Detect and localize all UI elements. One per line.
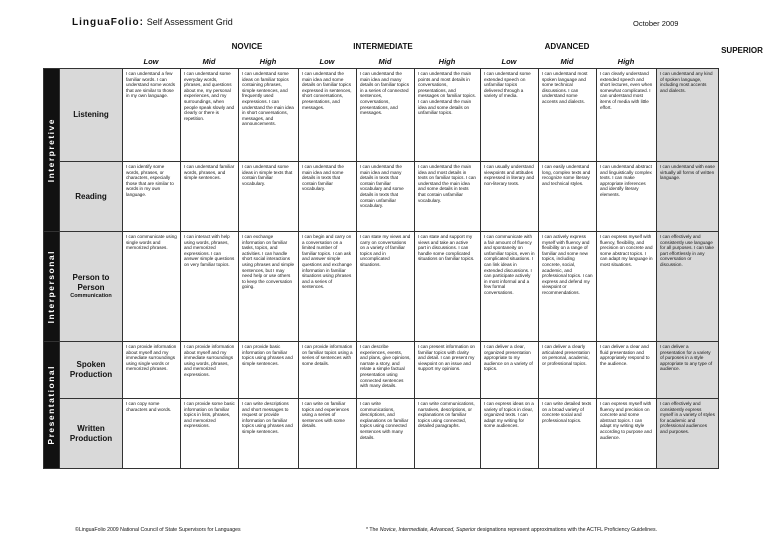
grid-cell: I can understand the main points and most details in conversations, presentations, and messages on familiar topics. I can understand the main idea and some details on unfamiliar topics.	[415, 69, 481, 162]
level-header: High	[617, 57, 635, 66]
grid-cell: I can express myself with fluency, flexibility, and precision on concrete and some abstract topics. I can adapt my language in most situations.	[597, 232, 657, 342]
skill-spoken-production: Spoken Production	[60, 342, 123, 399]
grid-cell: I can understand the main idea and many details in texts that contain familiar vocabulary and some details in texts that contain unfamiliar vocabulary.	[357, 162, 415, 232]
grid-cell: I can understand familiar words, phrases, and simple sentences.	[181, 162, 239, 232]
grid-cell: I can understand some ideas on familiar topics containing phrases, simple sentences, and frequently used expressions. I can understand the main idea in short conversations, messages, and announcements.	[239, 69, 299, 162]
level-header: Mid	[378, 57, 392, 66]
band-novice: NOVICE	[231, 42, 263, 51]
skill-person-to-person: Person to Person Communication	[60, 232, 123, 342]
table-row	[44, 162, 719, 232]
grid-cell: I can communicate using single words and memorized phrases.	[123, 232, 181, 342]
level-header: Low	[143, 57, 159, 66]
grid-cell-superior: I can deliver a presentation for a variety of purposes in a style appropriate to any type of audience.	[657, 342, 719, 399]
skill-subtitle: Communication	[70, 293, 112, 299]
grid-cell: I can deliver a clear and fluid presentation and appropriately respond to the audience.	[597, 342, 657, 399]
grid-cell: I can understand some everyday words, phrases, and questions about me, my personal experiences, and my surroundings, when people speak slowly and clearly or there is repetition.	[181, 69, 239, 162]
grid-cell: I can begin and carry on a conversation on a limited number of familiar topics. I can ask and answer simple questions and exchange information in familiar situations using phrases and a series of sentences.	[299, 232, 357, 342]
grid-cell: I can understand some extended speech on unfamiliar topics delivered through a variety of media.	[481, 69, 539, 162]
grid-cell: I can express myself with fluency and precision on concrete and some abstract topics. I can adapt my writing style according to purpose and audience.	[597, 399, 657, 469]
self-assessment-grid	[43, 68, 719, 469]
grid-cell-superior: I can understand any kind of spoken language, including most accents and dialects.	[657, 69, 719, 162]
mode-interpretive: Interpretive	[44, 69, 60, 232]
grid-cell: I can understand a few familiar words. I can understand some words that are similar to those in my own language.	[123, 69, 181, 162]
brand-name: LinguaFolio:	[72, 17, 144, 28]
band-intermediate: INTERMEDIATE	[353, 42, 413, 51]
grid-cell: I can provide information about myself and my immediate surroundings using words, phrases, and memorized expressions.	[181, 342, 239, 399]
skill-written-production: Written Production	[60, 399, 123, 469]
grid-cell: I can present information on familiar topics with clarity and detail. I can present my viewpoint on an issue and support my opinions.	[415, 342, 481, 399]
level-header: Low	[319, 57, 335, 66]
band-superior: SUPERIOR	[721, 46, 763, 55]
grid-cell: I can write communications, narratives, descriptions, or explanations on familiar topics using connected, detailed paragraphs.	[415, 399, 481, 469]
table-row	[44, 69, 719, 162]
skill-reading: Reading	[60, 162, 123, 232]
designation-note: * The Novice, Intermediate, Advanced, Superior designations represent approximations with the ACTFL Proficiency Guidelines.	[366, 527, 658, 533]
grid-cell: I can write on familiar topics and experiences using a series of sentences with some details.	[299, 399, 357, 469]
page-title	[72, 17, 233, 28]
document-date: October 2009	[633, 19, 679, 28]
grid-cell-superior: I can effectively and consistently use language for all purposes. I can take part effortlessly in any conversation or discussion.	[657, 232, 719, 342]
table-row	[44, 399, 719, 469]
grid-cell: I can understand the main idea and many details on familiar topics in a series of connected sentences, conversations, presentations, and messages.	[357, 69, 415, 162]
grid-cell: I can provide information about myself and my immediate surroundings using single words or memorized phrases.	[123, 342, 181, 399]
grid-cell: I can provide some basic information on familiar topics in lists, phrases, and memorized expressions.	[181, 399, 239, 469]
grid-cell: I can usually understand viewpoints and attitudes expressed in literary and non-literary texts.	[481, 162, 539, 232]
grid-cell: I can actively express myself with fluency and flexibility on a range of familiar and some new topics, including concrete, social, academic, and professional topics. I can express and defend my viewpoint or recommendations.	[539, 232, 597, 342]
grid-cell: I can understand the main idea and some details on familiar topics expressed in sentences, short conversations, presentations, and messages.	[299, 69, 357, 162]
table-row	[44, 232, 719, 342]
grid-cell: I can copy some characters and words.	[123, 399, 181, 469]
grid-cell: I can deliver a clearly articulated presentation on personal, academic, or professional topics.	[539, 342, 597, 399]
level-header: Mid	[560, 57, 574, 66]
grid-cell: I can write detailed texts on a broad variety of concrete social and professional topics.	[539, 399, 597, 469]
grid-cell: I can understand some ideas in simple texts that contain familiar vocabulary.	[239, 162, 299, 232]
grid-cell: I can write communications, descriptions, and explanations on familiar topics using connected sentences with many details.	[357, 399, 415, 469]
grid-cell: I can easily understand long, complex texts and recognize some literary and technical styles.	[539, 162, 597, 232]
grid-cell: I can understand abstract and linguistically complex texts. I can make appropriate inferences and identify literary elements.	[597, 162, 657, 232]
grid-cell: I can identify some words, phrases, or characters, especially those that are similar to words in my own language.	[123, 162, 181, 232]
grid-cell: I can provide basic information on familiar topics using phrases and simple sentences.	[239, 342, 299, 399]
grid-cell: I can exchange information on familiar tasks, topics, and activities. I can handle short social interactions using phrases and simple sentences, but I may need help or use others to keep the conversation going.	[239, 232, 299, 342]
skill-listening: Listening	[60, 69, 123, 162]
grid-cell: I can communicate with a fair amount of fluency and spontaneity on unfamiliar topics, even in complicated situations. I can link ideas in extended discussions. I can participate actively in most informal and a few formal conversations.	[481, 232, 539, 342]
mode-interpersonal: Interpersonal	[44, 232, 60, 342]
grid-cell: I can describe experiences, events, and plans, give opinions, narrate a story, and relate a simple factual presentation using connected sentences with many details.	[357, 342, 415, 399]
grid-cell: I can understand the main idea and some details in texts that contain familiar vocabulary.	[299, 162, 357, 232]
grid-cell: I can provide information on familiar topics using a series of sentences with some details.	[299, 342, 357, 399]
mode-presentational: Presentational	[44, 342, 60, 469]
grid-cell-superior: I can effectively and consistently express myself in a variety of styles for academic and professional audiences and purposes.	[657, 399, 719, 469]
level-header: Mid	[202, 57, 216, 66]
grid-cell: I can state my views and carry on conversations on a variety of familiar topics and in uncomplicated situations.	[357, 232, 415, 342]
grid-subtitle: Self Assessment Grid	[146, 17, 233, 27]
copyright-note: ©LinguaFolio 2009 National Council of State Supervisors for Languages	[75, 527, 241, 533]
grid-cell: I can deliver a clear, organized presentation appropriate to my audience on a variety of topics.	[481, 342, 539, 399]
grid-cell: I can state and support my views and take an active part in discussions. I can handle some complicated situations on familiar topics.	[415, 232, 481, 342]
level-header: High	[259, 57, 277, 66]
grid-cell: I can clearly understand extended speech and short lectures, even when somewhat complicated. I can understand most items of media with little effort.	[597, 69, 657, 162]
band-advanced: ADVANCED	[544, 42, 590, 51]
grid-cell: I can express ideas on a variety of topics in clear, organized texts. I can adapt my writing for some audiences.	[481, 399, 539, 469]
table-row	[44, 342, 719, 399]
grid-cell: I can write descriptions and short messages to request or provide information on familiar topics using phrases and simple sentences.	[239, 399, 299, 469]
grid-cell: I can understand most spoken language and some technical discussions. I can understand some accents and dialects.	[539, 69, 597, 162]
grid-cell: I can understand the main idea and most details in texts on familiar topics. I can understand the main idea and some details in texts that contain unfamiliar vocabulary.	[415, 162, 481, 232]
grid-cell: I can interact with help using words, phrases, and memorized expressions. I can answer simple questions on very familiar topics.	[181, 232, 239, 342]
level-header: Low	[501, 57, 517, 66]
grid-cell-superior: I can understand with ease virtually all forms of written language.	[657, 162, 719, 232]
level-header: High	[438, 57, 456, 66]
